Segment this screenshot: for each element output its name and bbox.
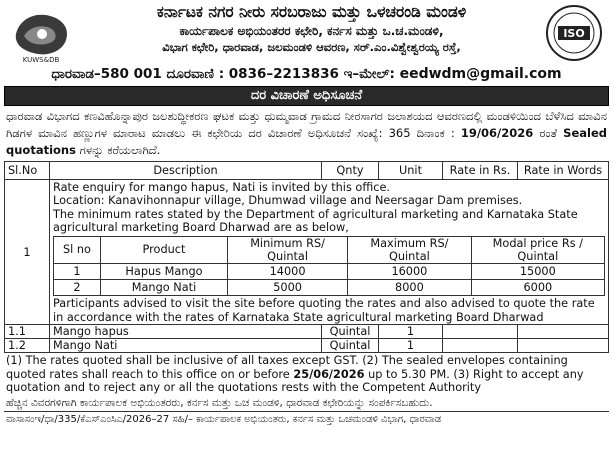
terms-notes: (1) The rates quoted shall be inclusive of all taxes except GST. (2) The sealed envelopes containing quoted rates shall reach to this office on or before 25/06/2026 up to 5.30 PM. (3) Right to accept any quotation and to reject any or all the quotations rests with the Competent Authority: [6, 354, 584, 395]
col-header-rate: Rate in Rs.: [443, 162, 518, 180]
rate-words-cell: [518, 325, 609, 339]
iso-certified-icon: [545, 4, 603, 62]
notice-date: 19/06/2026: [460, 126, 534, 140]
contact-line: [4, 66, 609, 82]
price-row: 1 Hapus Mango 14000 16000 15000: [54, 264, 605, 280]
office-address: ವಿಭಾಗ ಕಛೇರಿ, ಧಾರವಾಡ, ಜಲಮಂಡಳಿ ಆವರಣ, ಸರ್.ಎಂ.ವಿಶ್ವೇಶ್ವರಯ್ಯ ರಸ್ತೆ,: [162, 40, 461, 54]
org-name: ಕರ್ನಾಟಕ ನಗರ ನೀರು ಸರಬರಾಜು ಮತ್ತು ಒಳಚರಂಡಿ ಮಂಡಳಿ: [156, 3, 467, 21]
price-table: [53, 236, 605, 297]
advice-text: Participants advised to visit the site before quoting the rates and also advised to quote the rate in accordance with the rates of Karnataka State agricultural marketing Board Dharwad: [53, 297, 595, 324]
rate-input-cell: [443, 325, 518, 339]
reference-line: ವಾಸಾಸಂಇ/ಧಾ/335/ಕೆಎಸ್ಎಂಸಿಎ/2026–27 ಸಹಿ/– ಕಾರ್ಯಪಾಲಕ ಅಭಿಯಂತರು, ಕರ್ನಸ ಮತ್ತು ಒಚಮಂಡಳಿ ವಿಭಾಗ, ಧಾರವಾಡ: [4, 411, 609, 428]
quotation-table: [4, 161, 609, 353]
col-header-slno: Sl.No: [5, 162, 50, 180]
col-header-unit: Unit: [379, 162, 443, 180]
intro-paragraph: ಧಾರವಾಡ ವಿಭಾಗದ ಕಣವಿಹೊನ್ನಾಪುರ ಜಲಶುದ್ಧೀಕರಣ ಘಟಕ ಮತ್ತು ಧುಮ್ಮವಾಡ ಗ್ರಾಮದ ನೀರಸಾಗರ ಜಲಾಶಯದ ಆವರಣದಲ್ಲಿ ಮಂಡಳಿಯಿಂದ ಬೆಳೆಸಿದ ಮಾವಿನ ಗಿಡಗಳ ಮಾವಿನ ಹಣ್ಣುಗಳ ಮಾರಾಟ ಮಾಡಲು ಈ ಕಛೇರಿಯ ದರ ವಿಚಾರಣೆ ಅಧಿಸೂಚನೆ ಸಂಖ್ಯೆ: 365 ದಿನಾಂಕ : 19/06/2026 ರಂತೆ Sealed quotations ಗಳನ್ನು ಕರೆಯಲಾಗಿದೆ.: [6, 109, 607, 157]
deadline-date: 25/06/2026: [293, 367, 365, 381]
table-header-row: [5, 162, 609, 180]
contact-phone: ಧಾರವಾಡ–580 001 ದೂರವಾಣಿ : 0836–2213836 ಇ–ಮೇಲ್:: [51, 66, 400, 82]
col-header-description: Description: [50, 162, 322, 180]
price-row: 2 Mango Nati 5000 8000 6000: [54, 280, 605, 296]
notice-title: ದರ ವಿಚಾರಣೆ ಅಧಿಸೂಚನೆ: [4, 86, 609, 106]
price-header-row: Sl no Product Minimum RS/ Quintal Maximum RS/ Quintal Modal price Rs / Quintal: [54, 236, 605, 264]
contact-note: ಹೆಚ್ಚಿನ ವಿವರಗಳಿಗಾಗಿ ಕಾರ್ಯಪಾಲಕ ಅಭಿಯಂತರರು, ಕರ್ನಸ ಮತ್ತು ಒಚ ಮಂಡಳಿ, ಧಾರವಾಡ ಕಛೇರಿಯನ್ನು ಸಂಪರ್ಕಿಸಬಹುದು.: [6, 396, 433, 409]
contact-email[interactable]: eedwdm@gmail.com: [399, 66, 562, 82]
col-header-rate-words: Rate in Words: [518, 162, 609, 180]
table-row: 1.2 Mango Nati Quintal 1: [5, 339, 609, 353]
col-header-qnty: Qnty: [322, 162, 379, 180]
svg-text:KUWS&DB: KUWS&DB: [22, 56, 60, 64]
table-row: 1.1 Mango hapus Quintal 1: [5, 325, 609, 339]
svg-text:ISO: ISO: [563, 27, 585, 40]
rate-input-cell: [443, 339, 518, 353]
table-row: 1 Rate enquiry for mango hapus, Nati is invited by this office. Location: Kanavihonnapur village, Dhumwad village and Neersagar Dam premises. The minimum rates stated by the Department of agricultural marketing and Karnataka State agricultural marketing Board Dharwad are as below, Sl no Product Minimum RS/ Quintal Maximum RS/ Quintal Modal price Rs / Quintal 1 Hapus Mango 14000 16000 15000 2 Mango Nati 5000 8000 6000 Participants advised to visit the site before quoting the rates and also advised to quote the rate in accordance with the rates of Karnataka State agricultural marketing Board Dharwad: [5, 180, 609, 325]
header: [4, 2, 609, 84]
office-name: ಕಾರ್ಯಪಾಲಕ ಅಭಿಯಂತರರ ಕಛೇರಿ, ಕರ್ನಸ ಮತ್ತು ಒ.ಚ.ಮಂಡಳಿ,: [179, 24, 444, 38]
row1-description: Rate enquiry for mango hapus, Nati is invited by this office. Location: Kanavihonnapur village, Dhumwad village and Neersagar Dam premises. The minimum rates stated by the Department of agricultural marketing and Karnataka State agricultural marketing Board Dharwad are as below, Sl no Product Minimum RS/ Quintal Maximum RS/ Quintal Modal price Rs / Quintal 1 Hapus Mango 14000 16000 15000 2 Mango Nati 5000 8000 6000 Participants advised to visit the site before quoting the rates and also advised to quote the rate in accordance with the rates of Karnataka State agricultural marketing Board Dharwad: [50, 180, 609, 325]
board-logo-icon: [6, 6, 76, 64]
rate-words-cell: [518, 339, 609, 353]
